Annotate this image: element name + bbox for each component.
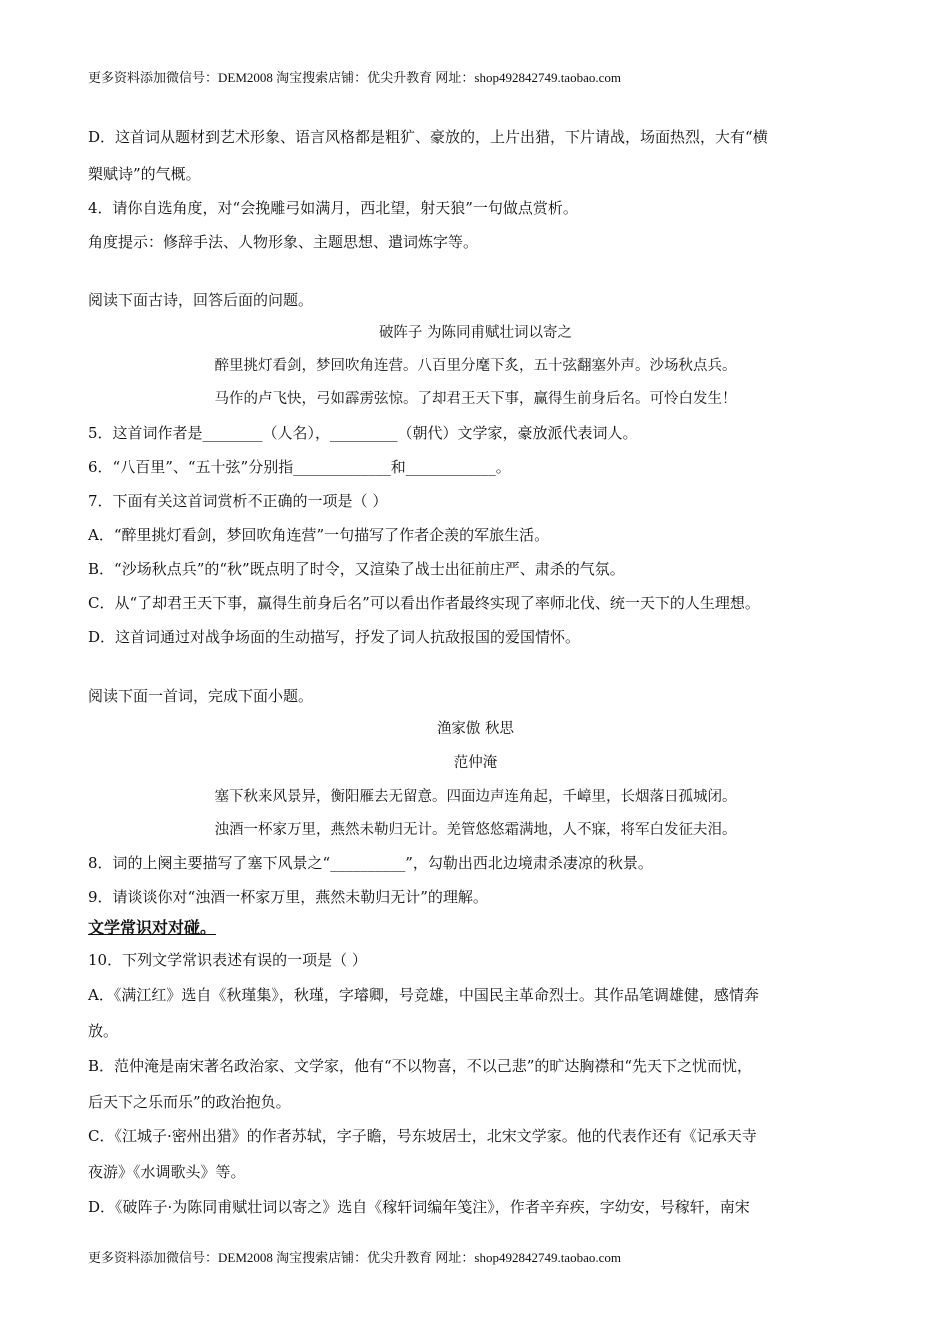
q10-option-c-line2: 夜游》《水调歌头》等。 <box>88 1163 246 1181</box>
poem1-title: 破阵子 为陈同甫赋壮词以寄之 <box>378 325 573 341</box>
poem2-line1: 塞下秋来风景异，衡阳雁去无留意。四面边声连角起，千嶂里，长烟落日孤城闭。 <box>214 789 737 805</box>
poem2-line2: 浊酒一杯家万里，燕然未勒归无计。羌管悠悠霜满地，人不寐，将军白发征夫泪。 <box>214 822 737 838</box>
question-4-hint: 角度提示：修辞手法、人物形象、主题思想、遣词炼字等。 <box>88 233 479 251</box>
question-7: 7．下面有关这首词赏析不正确的一项是（ ） <box>88 492 388 510</box>
page-header: 更多资料添加微信号：DEM2008 淘宝搜索店铺：优尖升教育 网址：shop492842749.taobao.com <box>88 70 621 85</box>
question-9: 9．请谈谈你对“浊酒一杯家万里，燕然未勒归无计”的理解。 <box>88 888 488 906</box>
poem2-title: 渔家傲 秋思 <box>436 721 515 737</box>
q3-option-d-line1: D．这首词从题材到艺术形象、语言风格都是粗犷、豪放的，上片出猎，下片请战，场面热烈，大有“横 <box>88 128 768 146</box>
reading-instruction-1: 阅读下面古诗，回答后面的问题。 <box>88 291 314 309</box>
reading-instruction-2: 阅读下面一首词，完成下面小题。 <box>88 687 314 705</box>
q10-option-d-line1: D．《破阵子·为陈同甫赋壮词以寄之》选自《稼轩词编年笺注》，作者辛弃疾，字幼安，号稼轩，南宋 <box>88 1198 750 1216</box>
q7-option-d: D．这首词通过对战争场面的生动描写，抒发了词人抗敌报国的爱国情怀。 <box>88 628 581 646</box>
q3-option-d-line2: 槊赋诗”的气概。 <box>88 165 201 183</box>
q7-option-c: C．从“了却君王天下事，赢得生前身后名”可以看出作者最终实现了率师北伐、统一天下的人生理想。 <box>88 594 760 612</box>
question-10: 10．下列文学常识表述有误的一项是（ ） <box>88 951 367 969</box>
question-6: 6．“八百里”、“五十弦”分别指_____________和____________。 <box>88 458 511 476</box>
q10-option-b-line2: 后天下之乐而乐”的政治抱负。 <box>88 1093 291 1111</box>
q10-option-a-line1: A．《满江红》选自《秋瑾集》，秋瑾，字璿卿，号竞雄，中国民主革命烈士。其作品笔调雄健，感情奔 <box>88 986 759 1004</box>
section-heading: 文学常识对对碰。 <box>88 918 217 937</box>
poem1-line1: 醉里挑灯看剑，梦回吹角连营。八百里分麾下炙，五十弦翻塞外声。沙场秋点兵。 <box>214 358 737 374</box>
question-4: 4．请你自选角度，对“会挽雕弓如满月，西北望，射天狼”一句做点赏析。 <box>88 199 578 217</box>
question-5: 5．这首词作者是________（人名），_________（朝代）文学家，豪放派代表词人。 <box>88 424 638 442</box>
question-8: 8．词的上阕主要描写了塞下风景之“__________”，勾勒出西北边境肃杀凄凉的秋景。 <box>88 854 653 872</box>
q7-option-b: B．“沙场秋点兵”的“秋”既点明了时令，又渲染了战士出征前庄严、肃杀的气氛。 <box>88 560 625 578</box>
q10-option-a-line2: 放。 <box>88 1022 119 1040</box>
q7-option-a: A．“醉里挑灯看剑，梦回吹角连营”一句描写了作者企羡的军旅生活。 <box>88 526 550 544</box>
q10-option-b-line1: B．范仲淹是南宋著名政治家、文学家，他有“不以物喜，不以己悲”的旷达胸襟和“先天下之忧而忧， <box>88 1057 753 1075</box>
poem1-line2: 马作的卢飞快，弓如霹雳弦惊。了却君王天下事，赢得生前身后名。可怜白发生！ <box>214 391 737 407</box>
poem2-author: 范仲淹 <box>453 755 498 771</box>
q10-option-c-line1: C．《江城子·密州出猎》的作者苏轼，字子瞻，号东坡居士，北宋文学家。他的代表作还有《记承天寺 <box>88 1127 757 1145</box>
page-footer: 更多资料添加微信号：DEM2008 淘宝搜索店铺：优尖升教育 网址：shop492842749.taobao.com <box>88 1250 621 1265</box>
